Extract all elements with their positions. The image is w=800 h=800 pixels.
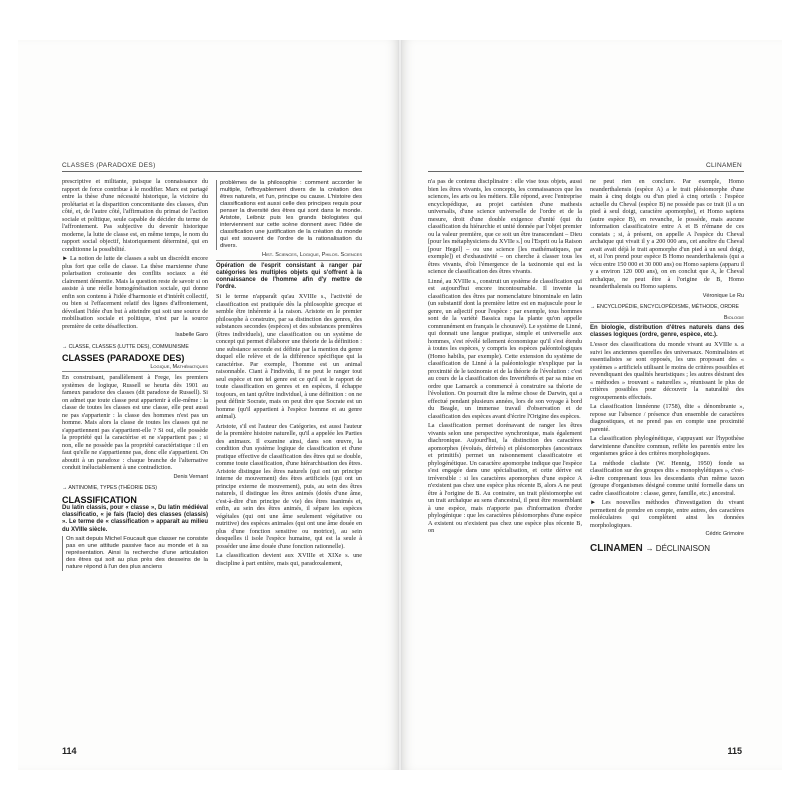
column-2 (590, 178, 744, 738)
paragraph: L'essor des classifications du monde vivant au XVIIIe s. a suivi les anciennes querelles des universaux. Nominalistes et essentialistes se sont opposés, les uns proposant des « systèmes » artificiels utilisant le moins de critères possibles et revendiquant des qualités heuristiques ; les autres désirant des « méthodes » trouvant « naturelles », réunissant le plus de critères possibles pour découvrir la naturalité des regroupements effectués. (590, 341, 744, 401)
paragraph: Linné, au XVIIIe s., construit un système de classification qui est aujourd'hui encore incontournable. Il invente la classification des êtres par nomenclature binominale en latin (un substantif dont la première lettre est en majuscule pour le genre, un adjectif pour l'espèce : par exemple, tous hommes sont de la variété Bassica rapa la plante qu'on appelle communément en français le chouravé). Le système de Linné, qui donnait une langue pratique, simple et universelle aux hommes, s'est révélé tellement économique qu'il s'est étendu à toutes les espèces, y compris les espèces paléontologiques (Homo habilis, par exemple). Cette extension du système de classification de Linné à la paléontologie n'explique par la proximité de le taxinomie et de la théorie de l'évolution : c'est au cours de la classification des Invertébrés et par sa mise en ordre que Lamarck a commencé à construire sa théorie de l'évolution. On pourrait dire la même chose de Darwin, qui a effectué pendant plusieurs années, lors de son voyage à bord du Beagle, un immense travail d'observation et de classification des espèces avant d'écrire l'Origine des espèces. (428, 277, 582, 420)
author-signature: Véronique Le Ru (702, 292, 744, 299)
running-head: CLINAMEN (706, 162, 742, 169)
entry-title: CLINAMEN (590, 542, 643, 554)
closing-entry (590, 542, 744, 554)
paragraph: n'a pas de contenu disciplinaire : elle vise tous objets, aussi bien les êtres vivants, les concepts, les connaissances que les sciences, les arts ou les métiers. Elle répond, avec l'entreprise encyclopédique, au projet cartésien d'une mathesis universalis, d'une science universelle de l'ordre et de la mesure, droit d'une double exigence d'unité (qui du classification du hiérarchie et unité donnée par l'objet premier ou la valeur première, que ce soit un être transcendant – Dieu [pour les métaphysiciens du XVIIe s.] ou l'Esprit ou la Raison [pour Hegel] – ou une science [les mathématiques, par exemple]) et d'exhaustivité – on cherche à classer tous les êtres vivants, d'où l'émergence de la taxinomie qui est la science de classification des êtres vivants. (428, 178, 582, 275)
book-spread (18, 40, 782, 770)
intro-box: On sait depuis Michel Foucault que classer ne consiste pas en une attitude passive face au monde et à sa représentation. Ainsi la recherche d'une articulation des êtres qui soit au plus près des desseins de la nature répond à l'un des plus anciens (62, 536, 208, 571)
paragraph: La classification devient aux XVIIIe et XIXe s. une discipline à part entière, mais qui, paradoxalement, (216, 552, 362, 567)
etymology: Du latin classis, pour « classe », Du latin médiéval classificatio, « je fais (facio) des classes (classis) ». Le terme de « classification » apparaît au milieu du XVIIIe siècle. (62, 505, 208, 533)
header-rule (62, 171, 362, 172)
paragraph: Si le terme n'apparaît qu'au XVIIIe s., l'activité de classification est pratiquée dès la philosophie grecque et semble être inhérente à la raison. Aristote en le premier philosophe à construire, par sa distinction des genres, des substances secondes (espèces) et des substances premières (êtres individuels), une classification ou un système de concept qui permet d'élaborer une théorie de la définition : une substance seconde est définie par la mention du genre duquel elle relève et de la différence spécifique qui la caractérise. Par exemple, l'homme est un animal raisonnable. Ciant à l'individu, il ne peut le ranger tout seul espèce et non tel genre est ce qu'il est le rapport de toute classification en genres et en espèces, il échappe toujours, en tant qu'être individuel, à une définition : on ne peut définir Socrate, mais on peut dire que Socrate est un homme (qu'il appartient à l'espèce homme et au genre animal). (216, 293, 362, 421)
paragraph: ne peut rien en conclure. Par exemple, Homo neanderthalensis (espèce A) a le trait plésiomorphe d'une main à cinq doigts ou d'un pied à cinq orteils : l'espèce actuelle du Cheval (espèce B) ne possède pas ce trait (il a un pied à seul doigt, caractère apomorphe), et Homo sapiens (autre espèce B), en revanche, le possède, mais aucune information classificatoire entre A et B n'émane de ces constats ; si, à présent, on appelle A l'espèce du Cheval archaïque qui vivait il y a 200 000 ans, cet ancêtre du Cheval avait avait déjà le trait apomorphe d'un pied à un seul doigt, et, si l'on prend pour espèce B Homo neanderthalensis (qui a vécu entre 150 000 et 30 000 ans) ou Homo sapiens (apparu il y a environ 120 000 ans), on en conclut que A, le Cheval archaïque, ne peut être à l'origine de B, Homo neanderthalensis ou Homo sapiens. (590, 178, 744, 290)
column-1 (62, 178, 208, 738)
paragraph: La méthode cladiste (W. Hennig, 1950) fonde sa classification sur des groupes dits « monophylétiques », c'est-à-dire comprenant tous les descendants d'un même taxon (groupe d'organismes désigné comme unité formelle dans un cadre classificatoire : classe, genre, famille, etc.) ancestral. (590, 459, 744, 497)
definition: Opération de l'esprit consistant à ranger par catégories les multiples objets qui s'offrent à la connaissance de l'homme afin d'y mettre de l'ordre. (216, 262, 362, 291)
category-label: Hist. Sciences, Logique, Philos. Sciences (216, 252, 362, 261)
header-rule (428, 171, 744, 172)
paragraph: ► La notion de lutte de classes a subi un discrédit encore plus fort que celle de classe. La thèse marxienne d'une polarisation croissante des conflits sociaux a été clairement démentie. Mais la question reste de savoir si on assiste à une réelle homogénéisation sociale, qui donne enfin son contenu à l'idée d'harmonie et d'intérêt collectif, ou bien si l'effacement relatif des lignes d'affrontement, dévoilant l'idée d'un but à atteindre qui soit une source de mobilisation sociale et politique, n'est par la source première de cette désaffection. (62, 255, 208, 330)
paragraph: En construisant, parallèlement à Frege, les premiers systèmes de logique, Russell se heurta dès 1901 au fameux paradoxe des classes (dit paradoxe de Russell). Si on admet que toute classe peut appartenir à elle-même : la classe de toutes les classes est une classe, elle peut aussi ne pas s'appartenir : la classe des hommes n'est pas un homme. Mais alors la classe de toutes les classes qui ne s'appartiennent pas s'appartient-elle ? Si oui, elle possède la propriété qui la caractérise et ne s'appartient pas ; si non, elle ne possède pas la propriété caractéristique : il en faut qu'elle ne s'appartienne pas, donc elle s'appartient. On aboutit à un paradoxe : chaque branche de l'alternative conduit inéluctablement à une contradiction. (62, 374, 208, 471)
entry-title: CLASSES (PARADOXE DES) (62, 353, 185, 363)
left-page (18, 40, 400, 770)
column-1 (428, 178, 582, 738)
paragraph: Aristote, s'il est l'auteur des Catégories, est aussi l'auteur de la première histoire naturelle, qu'il a appelée les Parties des animaux. Il examine ainsi, dans son œuvre, la condition d'un système logique de classification et d'une pratique effective de classification des êtres qui se double, comme toute classification, d'une hiérarchisation des êtres. Aristote distingue les êtres naturels (qui ont un principe interne de mouvement) des êtres artificiels (qui ont un principe externe de mouvement), puis, au sein des êtres naturels, il distingue les êtres animés (dotés d'une âme, c'est-à-dire d'un principe de vie) des êtres inanimés et, enfin, au sein des êtres animés, il sépare les espèces végétales (qui ont une âme seulement végétative ou nutritive) des espèces animales (qui ont une âme douée en plus d'une fonction sensitive ou motrice), au sein desquelles il isole l'espèce humaine, qui est la seule à posséder une âme douée d'une fonction rationnelle). (216, 422, 362, 550)
cross-reference: → CLASSE, CLASSES (LUTTE DES), COMMUNISME (62, 343, 189, 350)
column-set (428, 178, 744, 738)
category-label: Biologie (590, 315, 744, 324)
column-set (62, 178, 362, 738)
book-spine (398, 40, 402, 770)
definition: En biologie, distribution d'êtres naturels dans des classes logiques (ordre, genre, espèce, etc.). (590, 325, 744, 339)
paragraph: ► Les nouvelles méthodes d'investigation du vivant permettent de prendre en compte, entre autres, des caractères moléculaires qui complètent ainsi les données morphologiques. (590, 499, 744, 529)
cross-reference: → ANTINOMIE, TYPES (THÉORIE DES) (62, 485, 158, 491)
author-signature: Cédric Grimoire (705, 531, 744, 538)
right-page (400, 40, 782, 770)
intro-box: problèmes de la philosophie : comment accorder le multiple, l'effroyablement divers de la création des êtres naturels, et l'un, principe ou cause. L'histoire des classifications est aussi celle des principes requis pour penser la diversité des êtres qui sont dans le monde. Aristote, Leibniz puis les grands biologistes qui interviennent sur cette scène donnent avec l'idée de classification une justification de la création du monde qui est souvent de l'ordre de la rationalisation du divers. (216, 180, 362, 250)
cross-reference: → DÉCLINAISON (645, 543, 711, 553)
paragraph: La classification linnéenne (1758), dite « dénombrante », repose sur l'absence / présence d'un ensemble de caractères diagnostiques, et ne prend pas en compte une proximité parenté. (590, 403, 744, 433)
author-signature: Denis Vernant (173, 473, 208, 480)
category-label: Logique, Mathématiques (62, 364, 208, 373)
cross-reference: → ENCYCLOPÉDIE, ENCYCLOPÉDISME, MÉTHODE, ORDRE (590, 304, 740, 310)
running-head: CLASSES (PARADOXE DES) (62, 162, 156, 169)
paragraph: prescriptive et militante, puisque la connaissance du rapport de force contribue à le modifier. Marx est partagé entre la thèse d'une nécessité historique, la victoire du prolétariat et la disparition concomitante des classes, d'un côté, et, de l'autre côté, l'affirmation du primat de l'action sociale et politique, seule capable de décider du terme de l'affrontement. Pas subjective du devenir historique moderne, la lutte de classe est, en même temps, le nom du rapport social objectif, historiquement déterminé, qui en conditionne la possibilité. (62, 178, 208, 253)
paragraph: La classification permet dorénavant de ranger les êtres vivants selon une perspective synchronique, mais également diachronique. Aujourd'hui, la distinction des caractères apomorphes (évolués, dérivés) et plésiomorphes (ancestraux et primitifs) permet un raisonnement classificatoire et phylogénétique. Un caractère apomorphe indique que l'espèce s'est engagée dans une spécialisation, et cette dérive est irréversible : si les caractères apomorphes d'une espèce A n'existent pas chez une espèce plus récente B, alors A ne peut être à l'origine de B. Au contraire, un trait plésiomorphe est un trait archaïque au sens d'ancestral, il peut être ressemblant à une espèce, mais n'apporte pas d'information d'ordre phylogénique : que les caractères plésiomorphes d'une espèce A existent ou n'existent pas chez une espèce plus récente B, on (428, 422, 582, 534)
paragraph: La classification phylogénétique, s'appuyant sur l'hypothèse darwinienne d'ancêtre commun, reflète les parentés entre les organismes grâce à des critères morphologiques. (590, 435, 744, 458)
author-signature: Isabelle Garo (175, 332, 208, 338)
page-number: 114 (62, 746, 77, 756)
entry-title: CLASSIFICATION (62, 494, 137, 505)
column-2 (216, 178, 362, 738)
page-number: 115 (727, 746, 742, 756)
